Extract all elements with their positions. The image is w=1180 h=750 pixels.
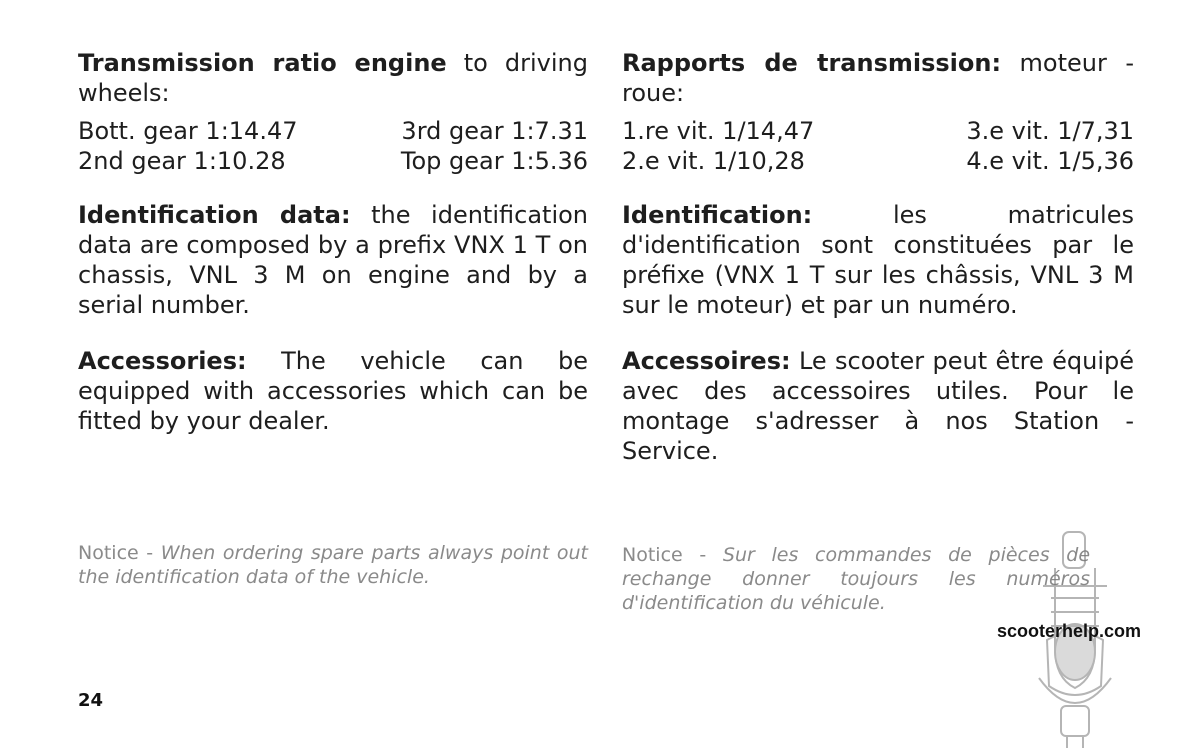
gear-row-en-1 — [78, 116, 588, 146]
gear-ratio-right: Top gear 1:5.36 — [400, 147, 588, 175]
page-number: 24 — [78, 690, 104, 711]
accessories-text-fr: Le scooter peut être équipé avec des accessoires utiles. Pour le montage s'adresser à nos Station - Service. — [622, 347, 1134, 465]
transmission-text-fr: moteur - roue: — [622, 49, 1134, 107]
accessories-paragraph-en — [78, 346, 588, 436]
identification-heading-en: Identification data: — [78, 201, 351, 229]
notice-label-en: Notice - — [78, 542, 161, 564]
notice-en — [78, 541, 588, 589]
notice-text-en: When ordering spare parts always point out the identification data of the vehicle. — [78, 542, 588, 588]
gear-ratio-left: Bott. gear 1:14.47 — [78, 117, 298, 145]
gear-row-fr-2 — [622, 146, 1134, 176]
gear-ratio-left: 2.e vit. 1/10,28 — [622, 147, 805, 175]
watermark-text: scooterhelp.com — [997, 621, 1142, 641]
identification-paragraph-fr — [622, 200, 1134, 320]
gear-ratio-right: 3rd gear 1:7.31 — [401, 117, 588, 145]
identification-paragraph-en — [78, 200, 588, 320]
transmission-paragraph-en — [78, 48, 588, 108]
accessories-paragraph-fr — [622, 346, 1134, 466]
identification-text-en: the identification data are composed by a prefix VNX 1 T on chassis, VNL 3 M on engine and by a serial number. — [78, 201, 589, 319]
gear-ratio-left: 1.re vit. 1/14,47 — [622, 117, 815, 145]
gear-ratio-left: 2nd gear 1:10.28 — [78, 147, 286, 175]
accessories-heading-fr: Accessoires: — [622, 347, 791, 375]
transmission-heading-fr: Rapports de transmission: — [622, 49, 1002, 77]
notice-label-fr: Notice - — [622, 544, 723, 566]
gear-row-fr-1 — [622, 116, 1134, 146]
gear-ratio-right: 3.e vit. 1/7,31 — [966, 117, 1134, 145]
gear-ratio-right: 4.e vit. 1/5,36 — [966, 147, 1134, 175]
identification-text-fr: les matricules d'identification sont constituées par le préfixe (VNX 1 T sur les châssis, VNL 3 M sur le moteur) et par un numéro. — [622, 201, 1134, 319]
transmission-heading-en: Transmission ratio engine — [78, 49, 447, 77]
accessories-text-en: The vehicle can be equipped with accessories which can be fitted by your dealer. — [78, 347, 588, 435]
gear-row-en-2 — [78, 146, 588, 176]
notice-text-fr: Sur les commandes de pièces de rechange donner toujours les numéros d'identification du véhicule. — [622, 544, 1091, 614]
accessories-heading-en: Accessories: — [78, 347, 247, 375]
transmission-text-en: to driving wheels: — [78, 49, 588, 107]
identification-heading-fr: Identification: — [622, 201, 813, 229]
transmission-paragraph-fr — [622, 48, 1134, 108]
